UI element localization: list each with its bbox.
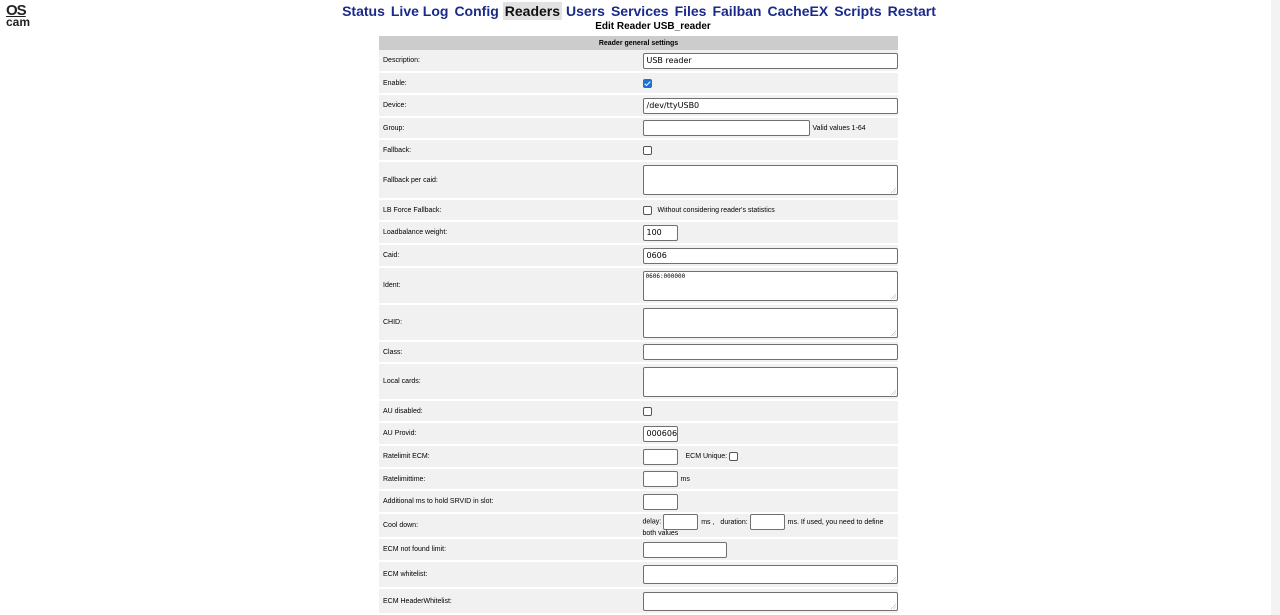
fallback-caid-textarea[interactable]: [643, 165, 898, 195]
ratelimittime-unit: ms: [680, 475, 690, 483]
group-input[interactable]: [643, 120, 810, 136]
label-chid: CHID:: [379, 304, 639, 341]
lb-weight-input[interactable]: 100: [643, 225, 678, 241]
label-lb-force-fallback: LB Force Fallback:: [379, 199, 639, 221]
group-note: Valid values 1-64: [812, 124, 866, 132]
menu-item-live-log[interactable]: Live Log: [390, 3, 449, 19]
label-local-cards: Local cards:: [379, 363, 639, 400]
local-cards-textarea[interactable]: [643, 367, 898, 397]
row-fallback: [379, 139, 898, 161]
row-ratelimit-ecm: [379, 445, 898, 468]
row-caid: [379, 244, 898, 267]
row-enable: [379, 72, 898, 94]
cooldown-delay-input[interactable]: [663, 514, 698, 530]
fallback-checkbox[interactable]: [643, 146, 652, 155]
chid-textarea[interactable]: [643, 308, 898, 338]
au-provid-input[interactable]: 000606: [643, 426, 678, 442]
label-au-disabled: AU disabled:: [379, 400, 639, 422]
ecm-header-whitelist-textarea[interactable]: [643, 592, 898, 611]
class-input[interactable]: [643, 344, 898, 360]
ecm-unique-checkbox[interactable]: [729, 452, 738, 461]
reader-settings-table: [379, 36, 898, 615]
cooldown-duration-label: duration:: [720, 518, 748, 526]
label-ratelimittime: Ratelimittime:: [379, 468, 639, 490]
row-description: [379, 50, 898, 72]
row-ident: [379, 267, 898, 304]
menu-item-cacheex[interactable]: CacheEX: [767, 3, 829, 19]
row-ecm-whitelist: [379, 561, 898, 588]
cooldown-ms-label: ms ,: [701, 518, 715, 526]
cooldown-note: ms. If used, you need to define both values: [642, 518, 884, 537]
row-srvid-hold: [379, 490, 898, 513]
menu-item-scripts[interactable]: Scripts: [834, 3, 882, 19]
label-fallback: Fallback:: [379, 139, 639, 161]
lb-force-fallback-note: Without considering reader's statistics: [657, 206, 775, 214]
description-input[interactable]: USB reader: [643, 53, 898, 69]
lb-force-fallback-checkbox[interactable]: [643, 206, 652, 215]
label-ecm-whitelist: ECM whitelist:: [379, 561, 639, 588]
srvid-hold-input[interactable]: [643, 494, 678, 510]
row-fallback-caid: [379, 161, 898, 199]
label-description: Description:: [379, 50, 639, 72]
row-au-disabled: [379, 400, 898, 422]
ratelimit-ecm-input[interactable]: [643, 449, 678, 465]
label-caid: Caid:: [379, 244, 639, 267]
au-disabled-checkbox[interactable]: [643, 407, 652, 416]
row-au-provid: [379, 422, 898, 445]
page-title: Edit Reader USB_reader: [595, 21, 711, 32]
row-device: [379, 94, 898, 117]
label-ratelimit-ecm: Ratelimit ECM:: [379, 445, 639, 468]
row-lb-weight: [379, 221, 898, 244]
label-group: Group:: [379, 117, 639, 139]
device-input[interactable]: /dev/ttyUSB0: [643, 98, 898, 114]
cooldown-delay-label: delay:: [642, 518, 662, 526]
enable-checkbox[interactable]: [643, 79, 652, 88]
label-class: Class:: [379, 341, 639, 363]
row-local-cards: [379, 363, 898, 400]
row-ecm-nf-limit: [379, 538, 898, 561]
label-device: Device:: [379, 94, 639, 117]
row-class: [379, 341, 898, 363]
main-menu: [0, 2, 1278, 20]
label-srvid-hold: Additional ms to hold SRVID in slot:: [379, 490, 639, 513]
row-chid: [379, 304, 898, 341]
menu-item-users[interactable]: Users: [566, 3, 605, 19]
menu-item-files[interactable]: Files: [674, 3, 707, 19]
scrollbar-thumb[interactable]: [1273, 0, 1278, 615]
label-ecm-nf-limit: ECM not found limit:: [379, 538, 639, 561]
label-lb-weight: Loadbalance weight:: [379, 221, 639, 244]
row-ratelimittime: [379, 468, 898, 490]
scrollbar[interactable]: [1271, 0, 1280, 615]
label-fallback-caid: Fallback per caid:: [379, 161, 639, 199]
section-header: Reader general settings: [379, 36, 898, 50]
menu-item-failban[interactable]: Failban: [712, 3, 762, 19]
ecm-whitelist-textarea[interactable]: [643, 565, 898, 584]
menu-item-services[interactable]: Services: [610, 3, 669, 19]
menu-item-readers[interactable]: Readers: [504, 3, 561, 19]
row-cooldown: [379, 513, 898, 538]
row-group: [379, 117, 898, 139]
ecm-nf-limit-input[interactable]: [643, 542, 727, 558]
label-enable: Enable:: [379, 72, 639, 94]
ident-textarea[interactable]: 0606:000000: [643, 271, 898, 301]
label-ident: Ident:: [379, 267, 639, 304]
row-lb-force-fallback: [379, 199, 898, 221]
logo-line-2: cam: [6, 15, 31, 29]
ratelimittime-input[interactable]: [643, 471, 678, 487]
label-ecm-header-whitelist: ECM HeaderWhitelist:: [379, 588, 639, 614]
menu-item-status[interactable]: Status: [342, 3, 385, 19]
caid-input[interactable]: 0606: [643, 248, 898, 264]
menu-item-restart[interactable]: Restart: [887, 3, 936, 19]
ecm-unique-label: ECM Unique:: [685, 453, 728, 460]
logo-line-1: OS: [6, 2, 26, 19]
label-au-provid: AU Provid:: [379, 422, 639, 445]
label-cooldown: Cool down:: [379, 513, 639, 538]
menu-item-config[interactable]: Config: [454, 3, 499, 19]
row-ecm-header-whitelist: [379, 588, 898, 614]
cooldown-duration-input[interactable]: [750, 514, 785, 530]
